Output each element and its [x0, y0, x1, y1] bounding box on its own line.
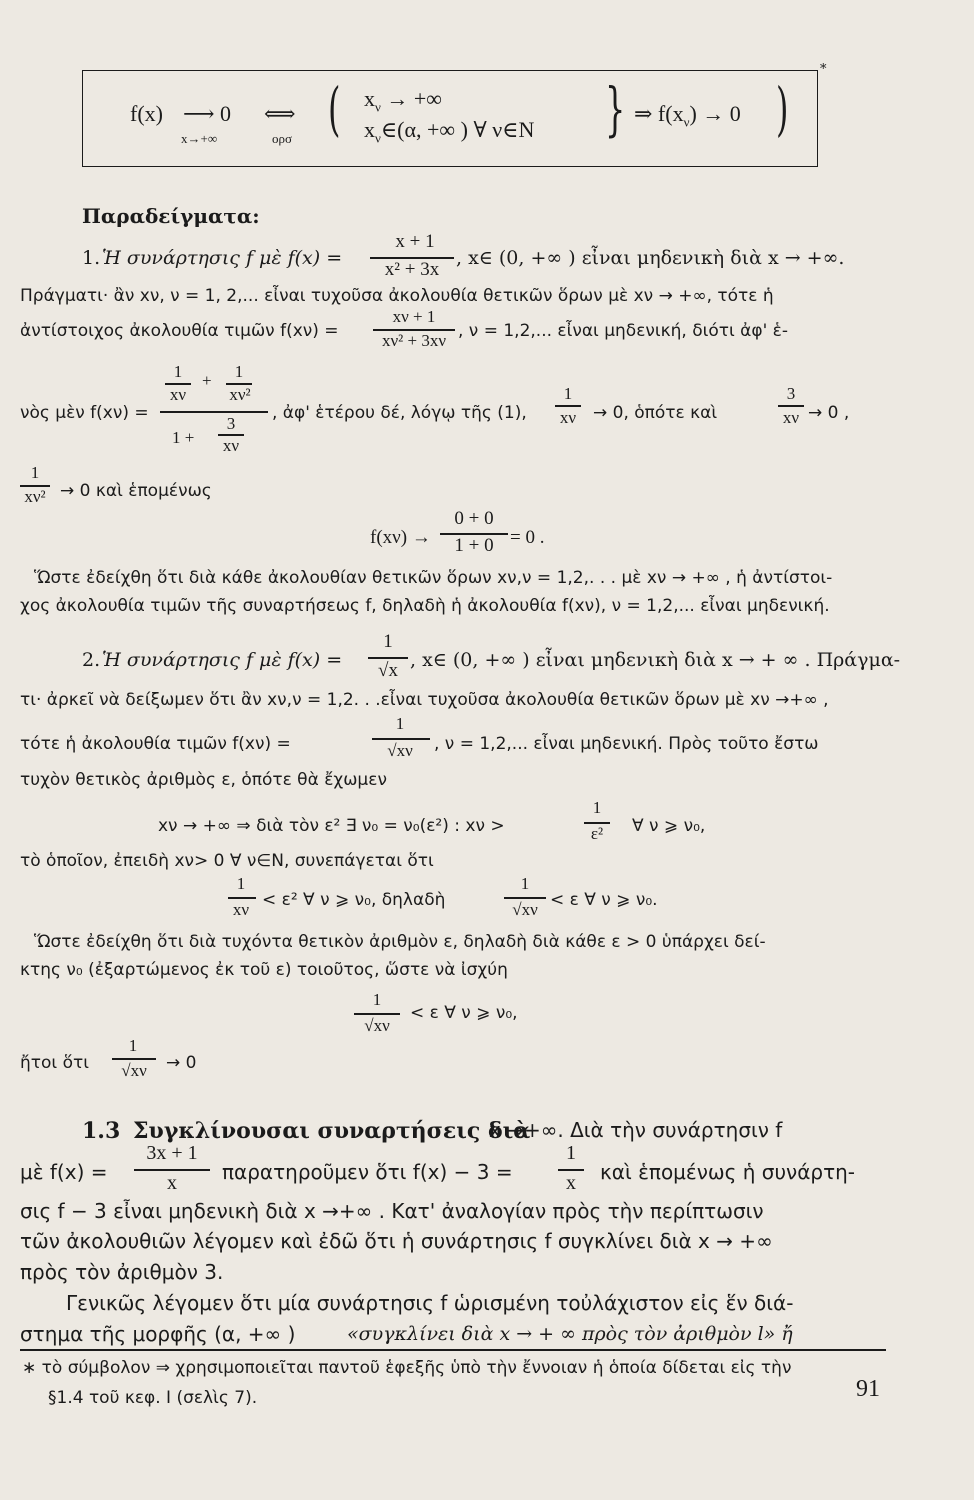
section-l2-den2: x [566, 1172, 576, 1194]
ex1-line3a: ἀντίστοιχος ἀκολουθία τιμῶν f(xν) = [20, 321, 339, 341]
ex2-line4: τυχὸν θετικὸς ἀριθμὸς ε, ὁπότε θὰ ἔχωμεν [20, 770, 387, 790]
def-limit-arrow: ⟶ 0 [183, 101, 232, 126]
section-l2-c: καὶ ἑπομένως ἡ συνάρτη- [600, 1160, 855, 1184]
cf-plus: + [202, 371, 212, 390]
ex1-line4d: → 0 , [808, 403, 850, 423]
footnote-line2: §1.4 τοῦ κεφ. Ι (σελὶς 7). [48, 1388, 258, 1408]
ex1-l4-frac2-bar [778, 405, 804, 407]
ex2-tail: , x∈ (0, +∞ ) εἶναι μηδενικὴ διὰ x → + ∞ . Πράγμα- [410, 649, 901, 671]
ex2-line6-b: → 0 [166, 1053, 197, 1073]
ex2-frac-den: √x [378, 660, 398, 681]
ex2-line3b: , ν = 1,2,... εἶναι μηδενική. Πρὸς τοῦτο ἔστω [434, 734, 819, 754]
ex2-line6-den: √xν [121, 1061, 147, 1080]
footnote-rule [20, 1349, 886, 1351]
section-l2-num2: 1 [566, 1142, 576, 1164]
ex2-intro: Ἡ συνάρτησις f μὲ f(x) = [102, 649, 343, 671]
ex2-eq2-a: < ε² ∀ ν ⩾ ν₀, δηλαδὴ [262, 890, 446, 910]
section-l3: σις f − 3 εἶναι μηδενικὴ διὰ x →+∞ . Κατ' ἀναλογίαν πρὸς τὴν περίπτωσιν [20, 1199, 764, 1223]
ex1-line4b: , ἀφ' ἑτέρου δέ, λόγῳ τῆς (1), [272, 403, 527, 423]
examples-heading: Παραδείγματα: [82, 204, 260, 228]
section-l2-bar2 [558, 1169, 584, 1171]
ex2-eq1-den: ε² [590, 824, 604, 843]
ex2-eq2-den2: √xν [512, 900, 538, 919]
ex1-line3b: , ν = 1,2,... εἶναι μηδενική, διότι ἀφ' ἑ- [458, 321, 789, 341]
ex2-eq2-b: < ε ∀ ν ⩾ ν₀. [550, 890, 658, 910]
ex1-result-den: 1 + 0 [454, 535, 494, 556]
ex1-line3-den: xν² + 3xν [381, 331, 447, 350]
ex2-eq1-num: 1 [592, 798, 602, 817]
ex2-line3-bar [372, 738, 430, 740]
ex1-line5-text: → 0 καὶ ἑπομένως [60, 481, 212, 501]
section-l2-den: x [167, 1172, 177, 1194]
section-title-tail: x →+∞. Διὰ τὴν συνάρτησιν f [489, 1118, 783, 1142]
section-title: Συγκλίνουσαι συναρτήσεις διὰ [133, 1118, 531, 1144]
ex2-eq2-num: 1 [236, 874, 246, 893]
section-p2-l2-a: στημα τῆς μορφῆς (α, +∞ ) [20, 1322, 296, 1346]
ex2-line3a: τότε ἡ ἀκολουθία τιμῶν f(xν) = [20, 734, 291, 754]
ex2-eq3-b: < ε ∀ ν ⩾ ν₀, [410, 1003, 518, 1023]
ex1-concl2: χος ἀκολουθία τιμῶν τῆς συναρτήσεως f, δηλαδὴ ἡ ἀκολουθία f(xν), ν = 1,2,... εἶναι μηδενική. [20, 596, 830, 616]
ex1-line4c: → 0, ὁπότε καὶ [593, 403, 718, 423]
cf-bot-a: 1 + [172, 428, 195, 447]
section-p2-l1: Γενικῶς λέγομεν ὅτι μία συνάρτησις f ὡρισμένη τοὐλάχιστον εἰς ἕν διά- [66, 1291, 794, 1315]
ex1-l4-frac2-num: 3 [786, 384, 796, 403]
section-p2-l2-b: «συγκλίνει διὰ x → + ∞ πρὸς τὸν ἀριθμὸν l» ἤ [347, 1323, 793, 1345]
ex1-l4-frac-den: xν [559, 408, 577, 427]
cf-top-a-num: 1 [173, 362, 183, 381]
section-l4: τῶν ἀκολουθιῶν λέγομεν καὶ ἐδῶ ὅτι ἡ συνάρτησις f συγκλίνει διὰ x → +∞ [20, 1229, 773, 1253]
ex1-number: 1. [82, 247, 101, 269]
page-number: 91 [856, 1376, 880, 1402]
cf-top-b-den: xν² [229, 385, 251, 404]
ex2-eq1-b: ∀ ν ⩾ ν₀, [632, 816, 706, 836]
ex2-line5: τὸ ὁποῖον, ἐπειδὴ xν> 0 ∀ ν∈N, συνεπάγεται ὅτι [20, 851, 434, 871]
ex2-eq2-num2: 1 [520, 874, 530, 893]
ex2-line2: τι· ἀρκεῖ νὰ δείξωμεν ὅτι ἂν xν,ν = 1,2. . .εἶναι τυχοῦσα ἀκολουθία θετικῶν ὅρων μὲ xν →+∞ , [20, 690, 829, 710]
cf-top-b-num: 1 [234, 362, 244, 381]
ex2-frac-bar [368, 657, 408, 659]
def-implies: ⇒ $f(x_\nu) \to 0$ [634, 101, 741, 130]
ex2-eq3-num: 1 [372, 990, 382, 1009]
def-equiv: ⟺ [264, 101, 296, 126]
ex1-tail: , x∈ (0, +∞ ) εἶναι μηδενικὴ διὰ x → +∞. [456, 247, 845, 269]
def-cond2: $x_\nu\in(\alpha$, +∞ ) ∀ ν∈N [364, 117, 535, 146]
def-cond1: $x_\nu$ → +∞ [364, 86, 442, 115]
section-l2-a: μὲ f(x) = [20, 1160, 108, 1184]
ex1-concl1: Ὥστε ἐδείχθη ὅτι διὰ κάθε ἀκολουθίαν θετικῶν ὅρων xν,ν = 1,2,. . . μὲ xν → +∞ , ἡ ἀντίστοι- [34, 568, 833, 588]
def-close-paren: ) [776, 75, 789, 143]
cf-bot-num: 3 [226, 414, 236, 433]
section-l5: πρὸς τὸν ἀριθμὸν 3. [20, 1260, 224, 1284]
ex2-number: 2. [82, 649, 101, 671]
ex2-line6-num: 1 [128, 1036, 138, 1055]
ex2-frac-num: 1 [383, 631, 393, 652]
ex1-line4a: νὸς μὲν f(xν) = [20, 403, 149, 423]
ex1-frac-den: x² + 3x [384, 259, 440, 280]
cf-bot-den: xν [222, 436, 240, 455]
ex2-eq3-den: √xν [364, 1016, 390, 1035]
ex1-result-a: f(xν) → [370, 527, 431, 548]
ex1-line3-num: xν + 1 [392, 307, 436, 326]
def-open-paren: ( [328, 75, 341, 143]
ex1-result-num: 0 + 0 [454, 508, 494, 529]
footnote-asterisk: * [820, 62, 827, 77]
section-l2-bar [134, 1169, 210, 1171]
def-lhs: f(x) [130, 101, 163, 126]
ex2-concl2: κτης ν₀ (ἐξαρτώμενος ἐκ τοῦ ε) τοιοῦτος, ὥστε νὰ ἰσχύη [20, 960, 508, 980]
ex1-line5-den: xν² [24, 487, 46, 506]
ex2-eq2-den: xν [232, 900, 250, 919]
ex2-eq1-a: xν → +∞ ⇒ διὰ τὸν ε² ∃ ν₀ = ν₀(ε²) : xν > [158, 816, 505, 836]
ex2-eq3-bar [354, 1013, 400, 1015]
ex2-eq2-bar2 [504, 897, 546, 899]
def-equiv-sub: ορσ [272, 131, 292, 146]
ex2-concl1: Ὥστε ἐδείχθη ὅτι διὰ τυχόντα θετικὸν ἀριθμὸν ε, δηλαδὴ διὰ κάθε ε > 0 ὑπάρχει δεί- [34, 932, 766, 952]
def-close-brace: } [605, 75, 626, 143]
ex2-eq2-bar [228, 897, 256, 899]
ex1-l4-frac-num: 1 [563, 384, 573, 403]
footnote-line1: ∗ τὸ σύμβολον ⇒ χρησιμοποιεῖται παντοῦ ἑφεξῆς ὑπὸ τὴν ἔννοιαν ἡ ὁποία δίδεται εἰς τὴν [22, 1358, 792, 1378]
ex1-line5-num: 1 [30, 463, 40, 482]
ex2-line6-a: ἤτοι ὅτι [20, 1053, 89, 1073]
ex2-line3-den: √xν [387, 741, 413, 760]
ex1-line2: Πράγματι· ἂν xν, ν = 1, 2,... εἶναι τυχοῦσα ἀκολουθία θετικῶν ὅρων μὲ xν → +∞, τότε ἡ [20, 286, 774, 306]
ex1-frac-num: x + 1 [395, 231, 435, 252]
def-limit-sub: x→+∞ [181, 131, 218, 146]
ex2-line3-num: 1 [395, 714, 405, 733]
section-l2-b: παρατηροῦμεν ὅτι f(x) − 3 = [222, 1160, 513, 1184]
ex1-intro: Ἡ συνάρτησις f μὲ f(x) = [102, 247, 343, 269]
ex1-l4-frac2-den: xν [782, 408, 800, 427]
cf-top-a-den: xν [169, 385, 187, 404]
cf-main-bar [160, 411, 268, 413]
ex1-l4-frac-bar [555, 405, 581, 407]
section-number: 1.3 [82, 1118, 121, 1144]
ex2-line6-bar [112, 1058, 156, 1060]
ex1-result-b: = 0 . [510, 527, 545, 548]
section-l2-num: 3x + 1 [146, 1142, 198, 1164]
